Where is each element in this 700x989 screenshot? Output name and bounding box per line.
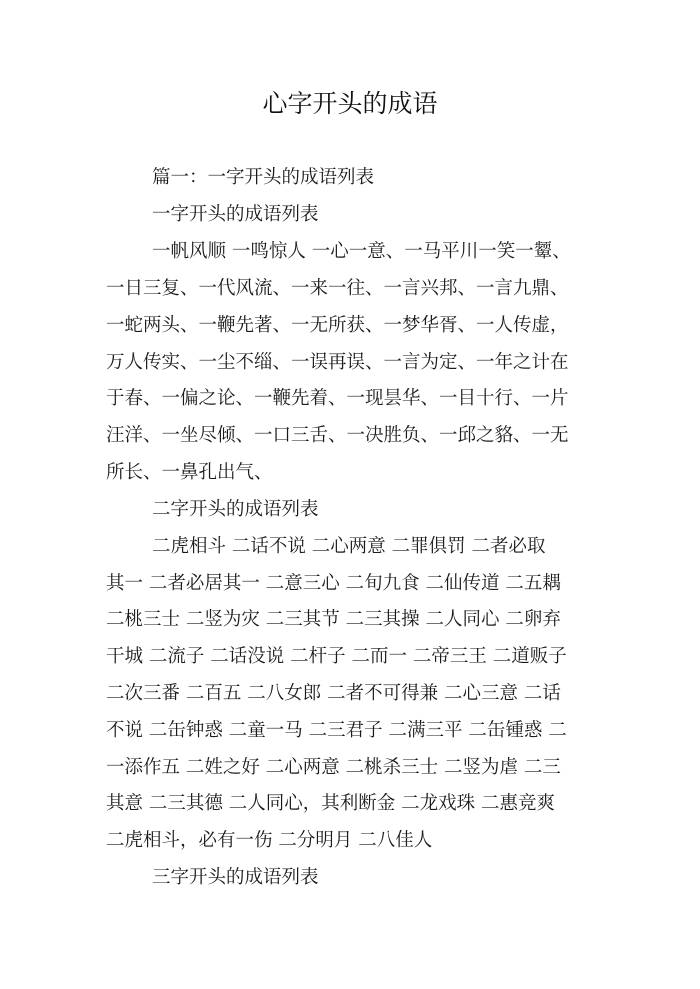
text-line: 二桃三士 二竖为灾 二三其节 二三其操 二人同心 二卵弃: [106, 609, 561, 630]
text-line: 二虎相斗 二话不说 二心两意 二罪俱罚 二者必取: [152, 536, 546, 557]
document-title: 心字开头的成语: [262, 89, 438, 118]
section-heading-two: 二字开头的成语列表: [152, 499, 319, 520]
text-line: 汪洋、一坐尽倾、一口三舌、一决胜负、一邱之貉、一无: [106, 425, 569, 446]
section-heading-three: 三字开头的成语列表: [152, 867, 319, 888]
text-line: 一日三复、一代风流、一来一往、一言兴邦、一言九鼎、: [106, 278, 569, 299]
text-line: 干城 二流子 二话没说 二杆子 二而一 二帝三王 二道贩子: [106, 646, 567, 667]
text-line: 所长、一鼻孔出气、: [106, 462, 273, 483]
text-line: 其意 二三其德 二人同心，其利断金 二龙戏珠 二惠竞爽: [106, 793, 556, 814]
text-line: 一帆风顺 一鸣惊人 一心一意、一马平川一笑一颦、: [152, 241, 571, 262]
text-line: 一蛇两头、一鞭先著、一无所获、一梦华胥、一人传虚，: [106, 315, 569, 336]
part-heading: 篇一：一字开头的成语列表: [152, 167, 375, 188]
text-line: 万人传实、一尘不缁、一误再误、一言为定、一年之计在: [106, 352, 569, 373]
text-line: 不说 二缶钟惑 二童一马 二三君子 二满三平 二缶锺惑 二: [106, 720, 567, 741]
text-line: 其一 二者必居其一 二意三心 二旬九食 二仙传道 二五耦: [106, 573, 561, 594]
text-line: 于春、一偏之论、一鞭先着、一现昙华、一目十行、一片: [106, 388, 569, 409]
text-line: 二次三番 二百五 二八女郎 二者不可得兼 二心三意 二话: [106, 683, 561, 704]
section-heading-one: 一字开头的成语列表: [152, 204, 319, 225]
text-line: 二虎相斗，必有一伤 二分明月 二八佳人: [106, 830, 433, 851]
text-line: 一添作五 二姓之好 二心两意 二桃杀三士 二竖为虐 二三: [106, 757, 561, 778]
